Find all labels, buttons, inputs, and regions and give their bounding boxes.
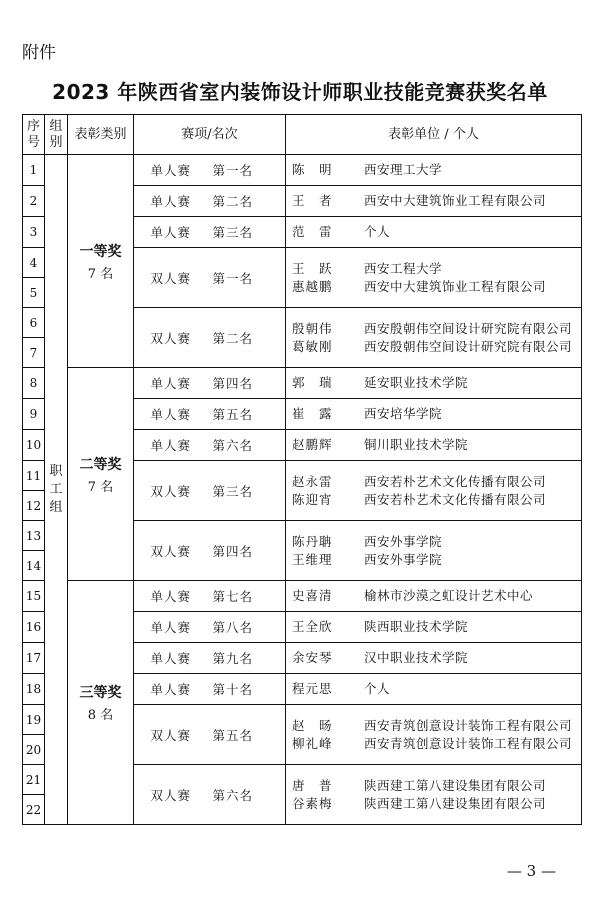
winner-organization: 陕西建工第八建设集团有限公司: [364, 777, 547, 793]
winner-line: [292, 581, 581, 611]
winner-line: [292, 717, 581, 735]
row-number: 2: [23, 186, 45, 217]
row-number: 6: [23, 308, 45, 338]
event-rank: 第八名: [212, 620, 254, 635]
table-row: [23, 581, 582, 612]
row-number: 7: [23, 338, 45, 368]
row-number: 14: [23, 551, 45, 581]
event-type: 双人赛: [150, 483, 192, 499]
winner-cell: [286, 705, 582, 765]
winner-name: 史喜清: [292, 588, 333, 603]
header-event: 赛项/名次: [134, 115, 286, 155]
event-rank: 第二名: [212, 330, 254, 346]
winner-organization: 西安中大建筑饰业工程有限公司: [364, 278, 547, 294]
winner-line: [292, 612, 581, 642]
winner-cell: [286, 368, 582, 399]
winner-cell: [286, 612, 582, 643]
winner-line: [292, 368, 581, 398]
event-type: 双人赛: [150, 330, 192, 346]
winner-cell: [286, 674, 582, 705]
row-number: 17: [23, 643, 45, 674]
winner-organization: 延安职业技术学院: [364, 375, 469, 390]
awards-table: [22, 114, 582, 825]
row-number: 20: [23, 735, 45, 765]
row-number: 1: [23, 155, 45, 186]
winner-name: 程元思: [292, 681, 333, 696]
group-cell: [45, 155, 68, 825]
header-category: 表彰类别: [68, 115, 134, 155]
winner-organization: 西安青筑创意设计装饰工程有限公司: [364, 735, 573, 751]
winner-name: 余安琴: [292, 650, 333, 665]
page-title: 2023 年陕西省室内装饰设计师职业技能竞赛获奖名单: [52, 80, 548, 104]
event-type: 双人赛: [150, 787, 192, 803]
event-type: 双人赛: [150, 270, 192, 286]
winner-name: 殷朝伟: [292, 320, 333, 336]
winner-cell: [286, 521, 582, 581]
winner-line: [292, 320, 581, 338]
winner-name: 柳礼峰: [292, 735, 333, 751]
event-rank-cell: [134, 674, 286, 705]
winner-name: 王 者: [292, 193, 333, 208]
row-number: 13: [23, 521, 45, 551]
winner-cell: [286, 186, 582, 217]
winner-line: [292, 674, 581, 704]
event-rank-cell: [134, 581, 286, 612]
event-rank-cell: [134, 705, 286, 765]
winner-line: [292, 735, 581, 753]
winner-line: [292, 777, 581, 795]
table-row: [23, 368, 582, 399]
event-rank: 第五名: [212, 407, 254, 422]
winner-organization: 西安殷朝伟空间设计研究院有限公司: [364, 320, 573, 336]
winner-line: [292, 399, 581, 429]
winner-organization: 西安青筑创意设计装饰工程有限公司: [364, 717, 573, 733]
event-rank: 第二名: [212, 194, 254, 209]
event-type: 单人赛: [150, 163, 192, 178]
event-rank-cell: [134, 368, 286, 399]
winner-name: 陈迎宵: [292, 491, 333, 507]
award-tier-cell: [68, 368, 134, 581]
event-rank-cell: [134, 643, 286, 674]
winner-cell: [286, 765, 582, 825]
award-tier-name: 二等奖: [79, 456, 122, 473]
winner-cell: [286, 581, 582, 612]
winner-line: [292, 533, 581, 551]
winner-line: [292, 491, 581, 509]
event-type: 单人赛: [150, 194, 192, 209]
row-number: 9: [23, 399, 45, 430]
event-rank-cell: [134, 308, 286, 368]
event-type: 单人赛: [150, 682, 192, 697]
event-rank: 第一名: [212, 270, 254, 286]
row-number: 4: [23, 248, 45, 278]
winner-line: [292, 795, 581, 813]
event-type: 单人赛: [150, 620, 192, 635]
event-rank-cell: [134, 461, 286, 521]
winner-cell: [286, 248, 582, 308]
row-number: 18: [23, 674, 45, 705]
row-number: 15: [23, 581, 45, 612]
winner-name: 谷素梅: [292, 795, 333, 811]
event-type: 单人赛: [150, 589, 192, 604]
winner-organization: 个人: [364, 681, 391, 696]
award-tier-name: 三等奖: [79, 685, 122, 701]
event-rank: 第四名: [212, 376, 254, 391]
event-rank: 第九名: [212, 651, 254, 666]
header-unit: 表彰单位 / 个人: [286, 115, 582, 155]
winner-name: 王维理: [292, 551, 333, 567]
winner-line: [292, 260, 581, 278]
event-type: 单人赛: [150, 651, 192, 666]
winner-organization: 西安外事学院: [364, 551, 443, 567]
event-rank: 第三名: [212, 225, 254, 240]
winner-name: 赵鹏辉: [292, 437, 333, 452]
winner-organization: 铜川职业技术学院: [364, 437, 469, 452]
winner-organization: 榆林市沙漠之虹设计艺术中心: [364, 588, 534, 603]
row-number: 5: [23, 278, 45, 308]
event-rank: 第七名: [212, 589, 254, 604]
winner-name: 崔 露: [292, 406, 333, 421]
winner-organization: 汉中职业技术学院: [364, 650, 469, 665]
winner-name: 赵 旸: [292, 717, 333, 733]
event-rank-cell: [134, 765, 286, 825]
winner-organization: 个人: [364, 224, 391, 239]
event-rank: 第三名: [212, 483, 254, 499]
winner-name: 惠越鹏: [292, 278, 333, 294]
winner-line: [292, 643, 581, 673]
winner-name: 范 雷: [292, 224, 333, 239]
row-number: 21: [23, 765, 45, 795]
header-no: 序号: [23, 115, 45, 155]
winner-line: [292, 338, 581, 356]
event-rank-cell: [134, 430, 286, 461]
event-rank-cell: [134, 155, 286, 186]
table-row: [23, 155, 582, 186]
winner-line: [292, 473, 581, 491]
award-tier-cell: [68, 155, 134, 368]
winner-organization: 西安若朴艺术文化传播有限公司: [364, 491, 547, 507]
event-rank-cell: [134, 217, 286, 248]
attachment-label: 附件: [22, 43, 56, 63]
event-rank-cell: [134, 248, 286, 308]
award-tier-count: 7 名: [87, 479, 114, 495]
winner-cell: [286, 399, 582, 430]
row-number: 19: [23, 705, 45, 735]
winner-name: 陈 明: [292, 162, 333, 177]
winner-line: [292, 186, 581, 216]
winner-organization: 西安若朴艺术文化传播有限公司: [364, 473, 547, 489]
award-tier-cell: [68, 581, 134, 825]
event-rank-cell: [134, 399, 286, 430]
row-number: 16: [23, 612, 45, 643]
winner-name: 陈丹聃: [292, 533, 333, 549]
table-header-row: [23, 115, 582, 155]
event-rank: 第十名: [212, 682, 254, 697]
awards-table-body: [23, 155, 582, 825]
event-type: 单人赛: [150, 376, 192, 391]
winner-organization: 陕西职业技术学院: [364, 619, 469, 634]
winner-name: 王全欣: [292, 619, 333, 634]
winner-name: 唐 普: [292, 777, 333, 793]
event-rank-cell: [134, 612, 286, 643]
event-rank-cell: [134, 521, 286, 581]
winner-name: 葛敏刚: [292, 338, 333, 354]
award-tier-name: 一等奖: [79, 243, 122, 260]
row-number: 22: [23, 795, 45, 825]
winner-line: [292, 551, 581, 569]
page-number: — 3 —: [506, 862, 556, 880]
event-type: 单人赛: [150, 407, 192, 422]
winner-cell: [286, 643, 582, 674]
event-rank: 第六名: [212, 787, 254, 803]
event-rank: 第四名: [212, 543, 254, 559]
winner-line: [292, 155, 581, 185]
header-group: 组别: [45, 115, 68, 155]
group-name: 职工组: [49, 463, 63, 515]
winner-name: 赵永雷: [292, 473, 333, 489]
winner-organization: 西安外事学院: [364, 533, 443, 549]
winner-organization: 西安殷朝伟空间设计研究院有限公司: [364, 338, 573, 354]
row-number: 10: [23, 430, 45, 461]
winner-name: 郭 瑞: [292, 375, 333, 390]
winner-line: [292, 430, 581, 460]
winner-line: [292, 217, 581, 247]
event-type: 双人赛: [150, 727, 192, 743]
event-rank: 第一名: [212, 163, 254, 178]
winner-name: 王 跃: [292, 260, 333, 276]
event-rank-cell: [134, 186, 286, 217]
winner-organization: 西安中大建筑饰业工程有限公司: [364, 193, 547, 208]
event-rank: 第五名: [212, 727, 254, 743]
winner-cell: [286, 461, 582, 521]
row-number: 3: [23, 217, 45, 248]
row-number: 11: [23, 461, 45, 491]
award-tier-count: 8 名: [87, 708, 114, 723]
winner-organization: 西安培华学院: [364, 406, 443, 421]
winner-organization: 陕西建工第八建设集团有限公司: [364, 795, 547, 811]
event-rank: 第六名: [212, 438, 254, 453]
event-type: 单人赛: [150, 225, 192, 240]
winner-cell: [286, 217, 582, 248]
winner-organization: 西安工程大学: [364, 260, 443, 276]
winner-organization: 西安理工大学: [364, 162, 443, 177]
row-number: 8: [23, 368, 45, 399]
event-type: 单人赛: [150, 438, 192, 453]
winner-cell: [286, 308, 582, 368]
winner-line: [292, 278, 581, 296]
winner-cell: [286, 430, 582, 461]
award-tier-count: 7 名: [87, 266, 114, 282]
event-type: 双人赛: [150, 543, 192, 559]
winner-cell: [286, 155, 582, 186]
row-number: 12: [23, 491, 45, 521]
